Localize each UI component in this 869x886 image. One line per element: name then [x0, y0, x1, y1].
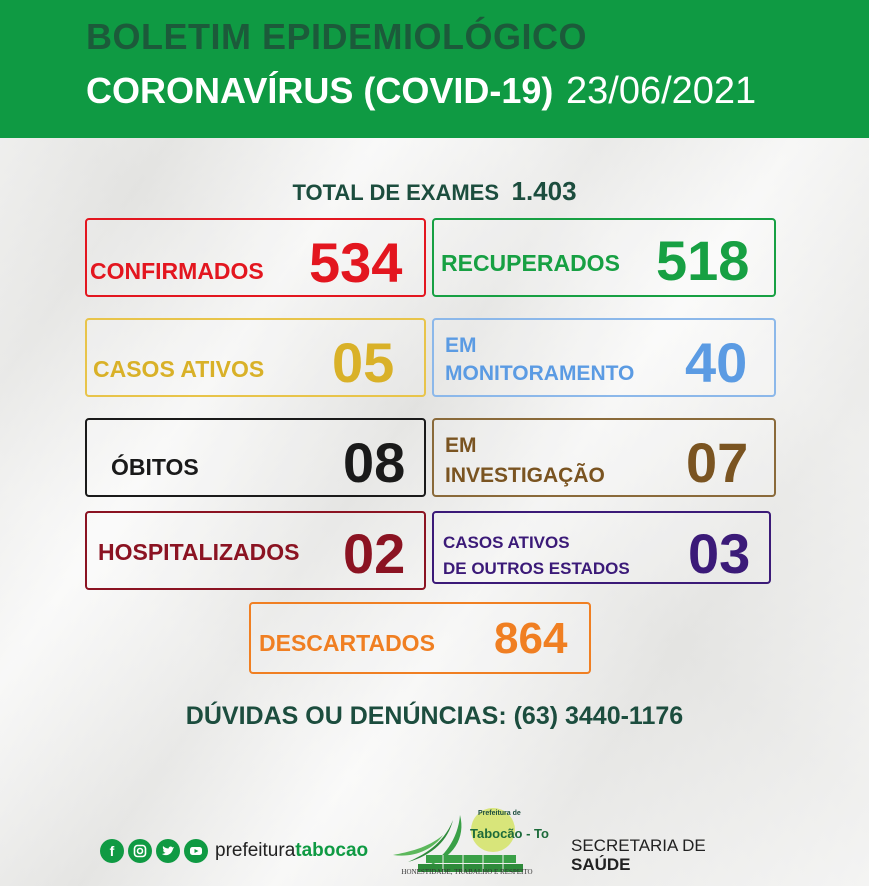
outros-estados-card [432, 511, 771, 584]
social-handle[interactable] [215, 840, 368, 862]
total-exams [0, 176, 869, 207]
investigacao-card [432, 418, 776, 497]
secretaria-label [571, 836, 706, 874]
casos-ativos-value: 05 [332, 331, 395, 394]
youtube-icon[interactable] [184, 839, 208, 863]
facebook-icon[interactable]: f [100, 839, 124, 863]
hospitalizados-value: 02 [343, 522, 406, 585]
confirmados-label: CONFIRMADOS [90, 258, 264, 284]
investigacao-value: 07 [686, 431, 749, 494]
monitoramento-value: 40 [685, 331, 748, 394]
outros-estados-label-line1: CASOS ATIVOS [443, 533, 570, 552]
investigacao-label-line1: EM [445, 434, 477, 457]
secretaria-line2: SAÚDE [571, 855, 631, 874]
contact-line: DÚVIDAS OU DENÚNCIAS: (63) 3440-1176 [185, 702, 684, 730]
handle-bold: tabocao [295, 840, 369, 861]
header-banner [0, 0, 869, 138]
bulletin-date: 23/06/2021 [566, 70, 757, 112]
secretaria-line1: SECRETARIA DE [571, 836, 706, 855]
recuperados-label: RECUPERADOS [441, 250, 620, 276]
monitoramento-card [432, 318, 776, 397]
recuperados-value: 518 [656, 229, 750, 292]
handle-plain: prefeitura [215, 840, 296, 861]
instagram-icon[interactable] [128, 839, 152, 863]
bulletin-title: BOLETIM EPIDEMIOLÓGICO [86, 16, 588, 57]
monitoramento-label-line1: EM [445, 334, 477, 357]
obitos-card [85, 418, 426, 497]
hospitalizados-card [85, 511, 426, 590]
total-exams-value: 1.403 [511, 176, 577, 206]
recuperados-card [432, 218, 776, 297]
descartados-label: DESCARTADOS [259, 630, 435, 656]
outros-estados-label-line2: DE OUTROS ESTADOS [443, 559, 630, 578]
obitos-label: ÓBITOS [111, 454, 199, 480]
confirmados-value: 534 [309, 231, 403, 294]
total-exams-label: TOTAL DE EXAMES [292, 180, 500, 205]
investigacao-label-line2: INVESTIGAÇÃO [445, 464, 605, 487]
casos-ativos-label: CASOS ATIVOS [93, 356, 265, 382]
logo-top-text: Prefeitura de [478, 810, 521, 817]
obitos-value: 08 [343, 431, 406, 494]
monitoramento-label-line2: MONITORAMENTO [445, 362, 635, 385]
logo-name-text: Tabocão - To [470, 826, 549, 841]
outros-estados-value: 03 [688, 522, 751, 585]
casos-ativos-card [85, 318, 426, 397]
bulletin-subtitle: CORONAVÍRUS (COVID-19) [86, 70, 554, 111]
hospitalizados-label: HOSPITALIZADOS [98, 539, 300, 565]
confirmados-card [85, 218, 426, 297]
logo-motto: HONESTIDADE, TRABALHO E RESPEITO [401, 868, 533, 876]
social-links [100, 836, 368, 866]
descartados-value: 864 [494, 614, 568, 663]
twitter-icon[interactable] [156, 839, 180, 863]
descartados-card [249, 602, 591, 674]
